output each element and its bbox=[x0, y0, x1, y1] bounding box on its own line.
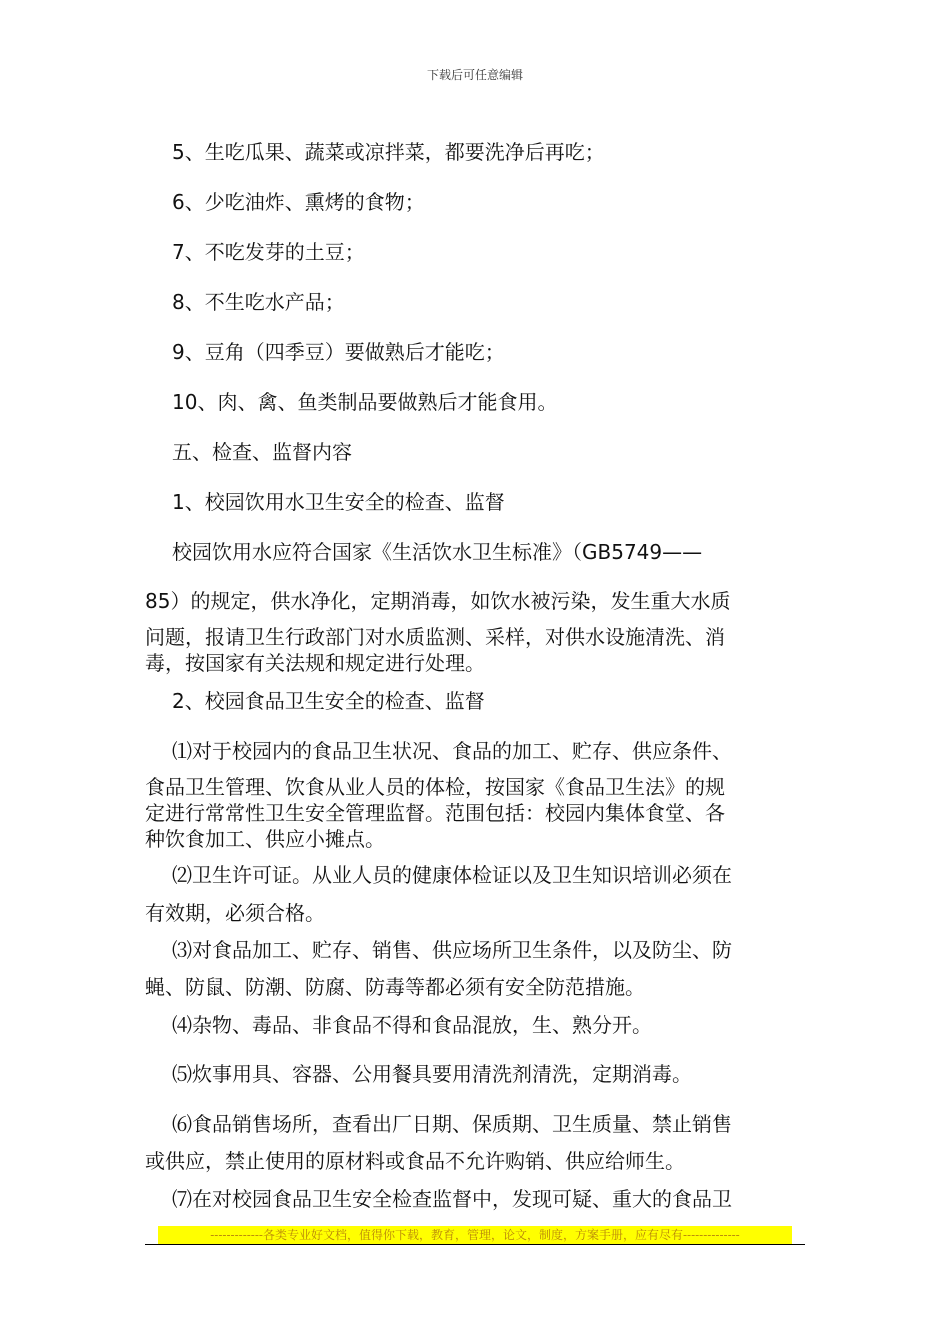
paragraph-line: 定进行常常性卫生安全管理监督。范围包括：校园内集体食堂、各 bbox=[145, 801, 725, 825]
paragraph-line: 有效期，必须合格。 bbox=[145, 901, 325, 925]
paragraph-line: 问题，报请卫生行政部门对水质监测、采样，对供水设施清洗、消 bbox=[145, 625, 725, 649]
list-item: 9、豆角（四季豆）要做熟后才能吃； bbox=[172, 340, 505, 364]
list-item: 8、不生吃水产品； bbox=[172, 290, 345, 314]
subsection-heading: 2、校园食品卫生安全的检查、监督 bbox=[172, 689, 485, 713]
paragraph-line: ⑵卫生许可证。从业人员的健康体检证以及卫生知识培训必须在 bbox=[172, 863, 732, 887]
section-heading: 五、检查、监督内容 bbox=[172, 440, 352, 464]
list-item: 10、肉、禽、鱼类制品要做熟后才能食用。 bbox=[172, 390, 558, 414]
paragraph-line: 蝇、防鼠、防潮、防腐、防毒等都必须有安全防范措施。 bbox=[145, 975, 645, 999]
paragraph-line: ⑷杂物、毒品、非食品不得和食品混放，生、熟分开。 bbox=[172, 1013, 652, 1037]
paragraph-line: 校园饮用水应符合国家《生活饮水卫生标准》（GB5749—— bbox=[172, 540, 703, 564]
paragraph-line: 85）的规定，供水净化，定期消毒，如饮水被污染，发生重大水质 bbox=[145, 589, 731, 613]
page-header: 下载后可任意编辑 bbox=[426, 68, 523, 82]
paragraph-line: ⑶对食品加工、贮存、销售、供应场所卫生条件，以及防尘、防 bbox=[172, 938, 732, 962]
paragraph-line: ⑺在对校园食品卫生安全检查监督中，发现可疑、重大的食品卫 bbox=[172, 1187, 732, 1211]
list-item: 6、少吃油炸、熏烤的食物； bbox=[172, 190, 425, 214]
list-item: 5、生吃瓜果、蔬菜或凉拌菜，都要洗净后再吃； bbox=[172, 140, 605, 164]
subsection-heading: 1、校园饮用水卫生安全的检查、监督 bbox=[172, 490, 505, 514]
paragraph-line: ⑹食品销售场所，查看出厂日期、保质期、卫生质量、禁止销售 bbox=[172, 1112, 732, 1136]
paragraph-line: 种饮食加工、供应小摊点。 bbox=[145, 827, 385, 851]
list-item: 7、不吃发芽的土豆； bbox=[172, 240, 365, 264]
footer-banner: -------------各类专业好文档，值得你下载，教育，管理，论文，制度，方案手册，应有尽有-------------- bbox=[210, 1228, 740, 1242]
paragraph-line: 或供应，禁止使用的原材料或食品不允许购销、供应给师生。 bbox=[145, 1149, 685, 1173]
paragraph-line: ⑴对于校园内的食品卫生状况、食品的加工、贮存、供应条件、 bbox=[172, 739, 732, 763]
footer-divider bbox=[145, 1244, 805, 1245]
paragraph-line: 毒，按国家有关法规和规定进行处理。 bbox=[145, 651, 485, 675]
paragraph-line: ⑸炊事用具、容器、公用餐具要用清洗剂清洗，定期消毒。 bbox=[172, 1062, 692, 1086]
paragraph-line: 食品卫生管理、饮食从业人员的体检，按国家《食品卫生法》的规 bbox=[145, 775, 725, 799]
